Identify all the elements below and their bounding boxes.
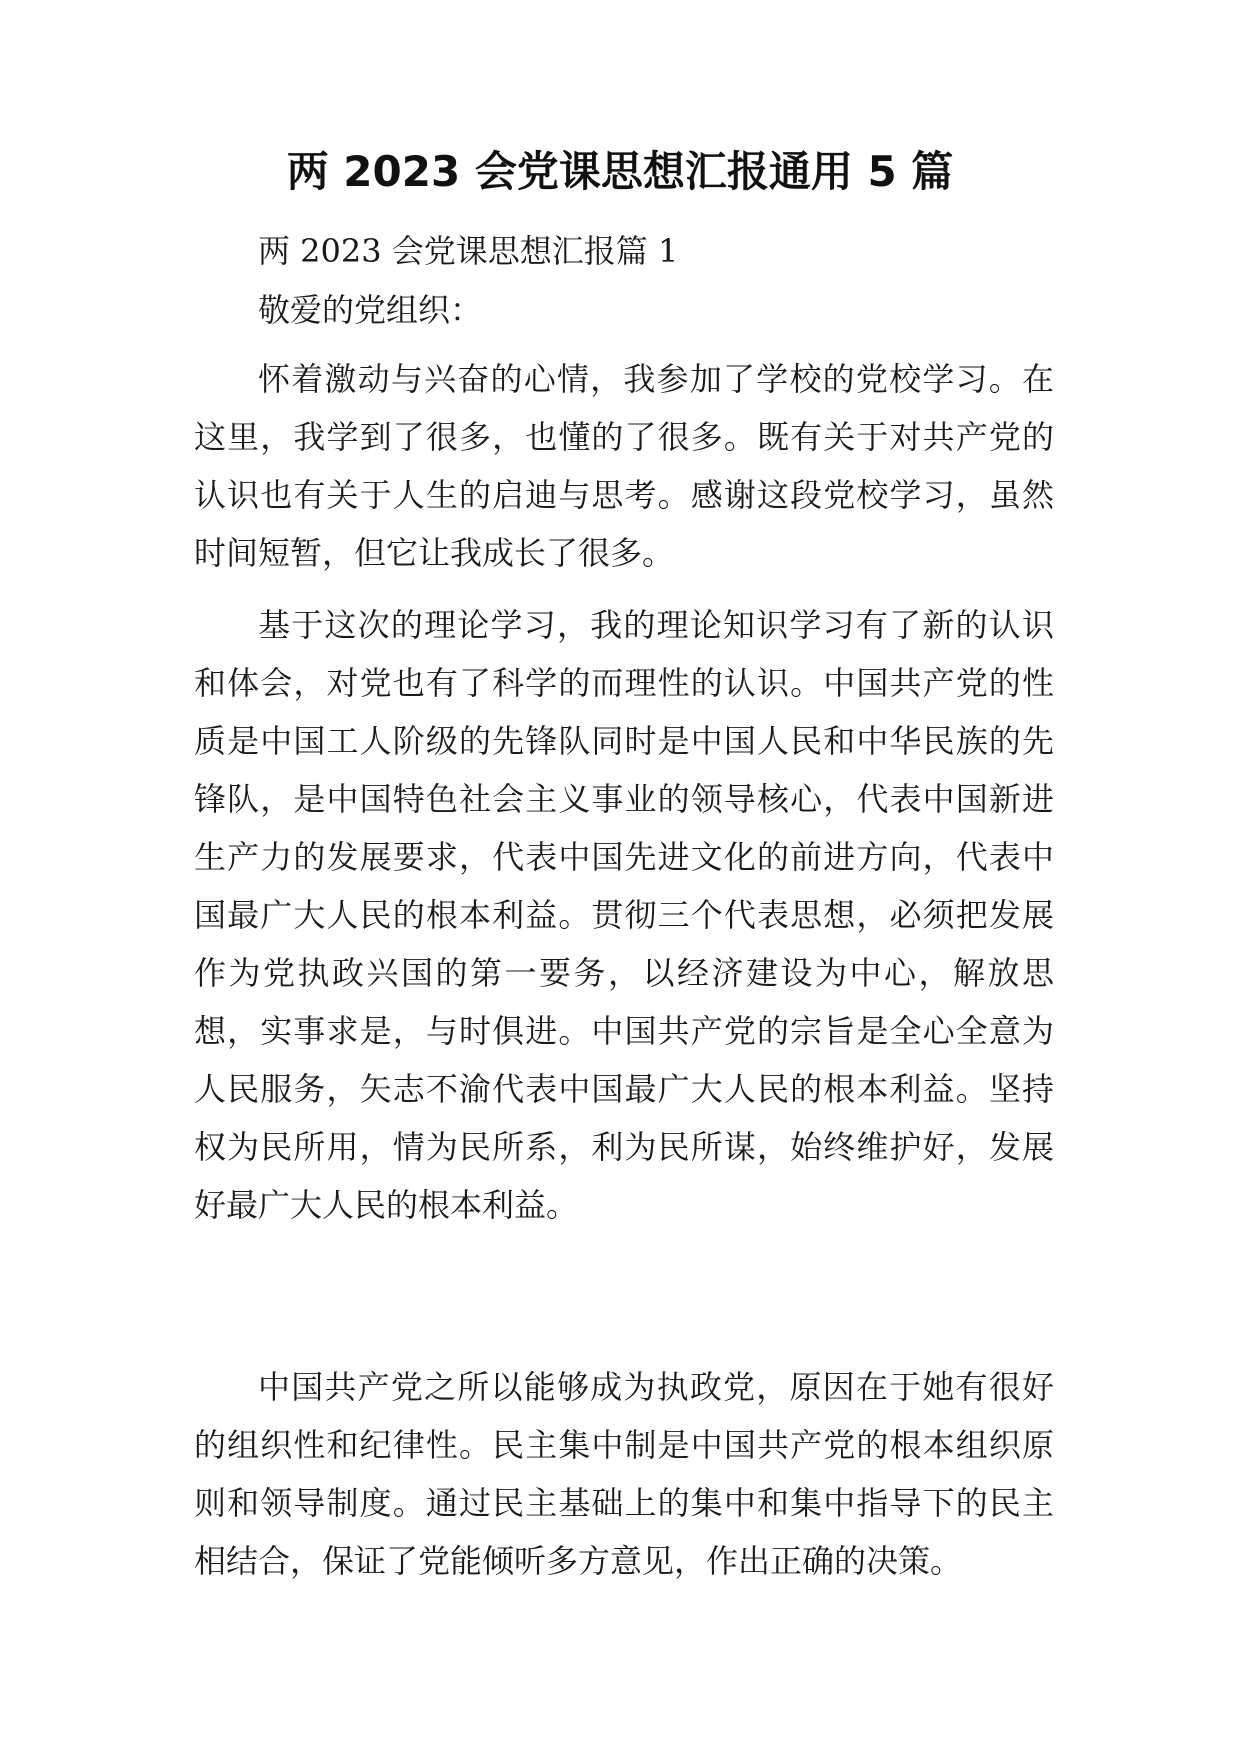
paragraph-2: 基于这次的理论学习，我的理论知识学习有了新的认识和体会，对党也有了科学的而理性的认识。中国共产党的性质是中国工人阶级的先锋队同时是中国人民和中华民族的先锋队，是中国特色社会主义事业的领导核心，代表中国新进生产力的发展要求，代表中国先进文化的前进方向，代表中国最广大人民的根本利益。贯彻三个代表思想，必须把发展作为党执政兴国的第一要务，以经济建设为中心，解放思想，实事求是，与时俱进。中国共产党的宗旨是全心全意为人民服务，矢志不渝代表中国最广大人民的根本利益。坚持权为民所用，情为民所系，利为民所谋，始终维护好，发展好最广大人民的根本利益。 [194, 606, 1054, 1224]
section-heading: 两 2023 会党课思想汇报篇 1 [258, 232, 679, 270]
paragraph-3: 中国共产党之所以能够成为执政党，原因在于她有很好的组织性和纪律性。民主集中制是中国共产党的根本组织原则和领导制度。通过民主基础上的集中和集中指导下的民主相结合，保证了党能倾听多方意见，作出正确的决策。 [194, 1368, 1054, 1580]
salutation: 敬爱的党组织： [258, 291, 483, 329]
document-title: 两 2023 会党课思想汇报通用 5 篇 [286, 147, 954, 196]
paragraph-1: 怀着激动与兴奋的心情，我参加了学校的党校学习。在这里，我学到了很多，也懂的了很多。既有关于对共产党的认识也有关于人生的启迪与思考。感谢这段党校学习，虽然时间短暂，但它让我成长了很多。 [194, 360, 1054, 572]
